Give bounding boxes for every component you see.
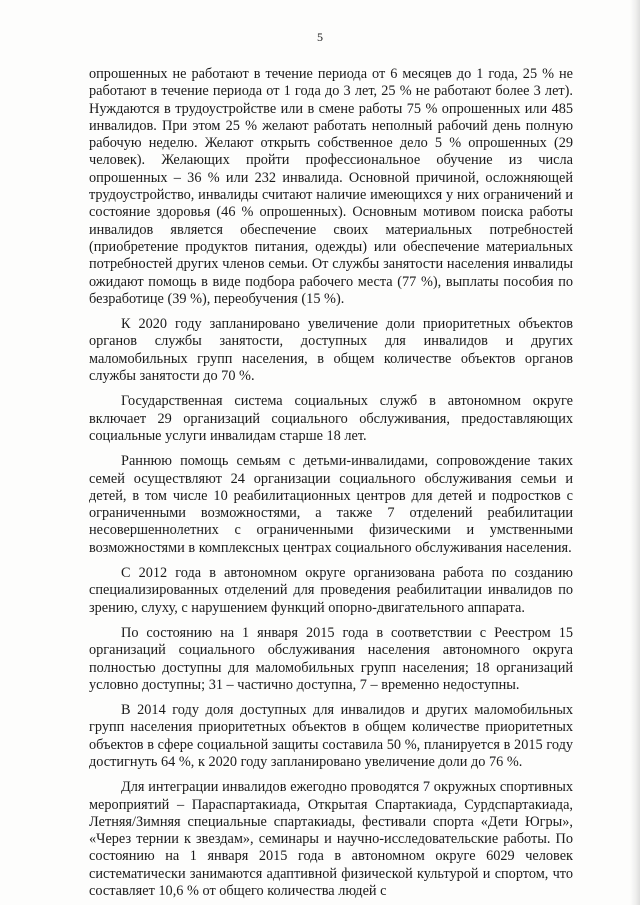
paragraph-rehab-departments: С 2012 года в автономном округе организована работа по созданию специализированных отделений для проведения реабилитации инвалидов по зрению, слуху, с нарушением функций опорно-двигательного аппарата. bbox=[89, 565, 573, 616]
paragraph-registry-status: По состоянию на 1 января 2015 года в соответствии с Реестром 15 организаций социального обслуживания населения автономного округа полностью доступны для маломобильных групп населения; 18 организаций условно доступны; 31 – частично доступна, 7 – временно недоступны. bbox=[89, 624, 573, 693]
page-number: 5 bbox=[317, 30, 323, 44]
document-body bbox=[89, 66, 573, 908]
paragraph-survey-results: опрошенных не работают в течение периода от 6 месяцев до 1 года, 25 % не работают в течение периода от 1 года до 3 лет, 25 % не работают более 3 лет). Нуждаются в трудоустройстве или в смене работы 75 % опрошенных или 485 инвалидов. При этом 25 % желают работать неполный рабочий день полную рабочую неделю. Желают открыть собственное дело 5 % опрошенных (29 человек). Желающих пройти профессиональное обучение из числа опрошенных – 36 % или 232 инвалида. Основной причиной, осложняющей трудоустройство, инвалиды считают наличие имеющихся у них ограничений и состояние здоровья (46 % опрошенных). Основным мотивом поиска работы инвалидов является обеспечение своих материальных потребностей (приобретение продуктов питания, одежды) или обеспечение материальных потребностей других членов семьи. От службы занятости населения инвалиды ожидают помощь в виде подбора рабочего места (77 %), выплаты пособия по безработице (39 %), переобучения (15 %). bbox=[89, 66, 573, 307]
paragraph-social-services: Государственная система социальных служб в автономном округе включает 29 организаций социального обслуживания, предоставляющих социальные услуги инвалидам старше 18 лет. bbox=[89, 393, 573, 444]
paragraph-accessibility-share: В 2014 году доля доступных для инвалидов и других маломобильных групп населения приоритетных объектов в общем количестве приоритетных объектов в сфере социальной защиты составила 50 %, планируется в 2015 году достигнуть 64 %, к 2020 году запланировано увеличение доли до 76 %. bbox=[89, 702, 573, 770]
paragraph-employment-objects: К 2020 году запланировано увеличение доли приоритетных объектов органов службы занятости, доступных для инвалидов и других маломобильных групп населения, в общем количестве объектов органов службы занятости до 70 %. bbox=[89, 316, 573, 385]
paragraph-early-help: Раннюю помощь семьям с детьми-инвалидами, сопровождение таких семей осуществляют 24 организации социального обслуживания семьи и детей, в том числе 10 реабилитационных центров для детей и подростков с ограниченными возможностями, а также 7 отделений реабилитации несовершеннолетних с ограниченными физическими и умственными возможностями в комплексных центрах социального обслуживания населения. bbox=[89, 453, 573, 556]
paragraph-sports-integration: Для интеграции инвалидов ежегодно проводятся 7 окружных спортивных мероприятий – Параспартакиада, Открытая Спартакиада, Сурдспартакиада, Летняя/Зимняя специальные спартакиады, фестивали спорта «Дети Югры», «Через тернии к звездам», семинары и научно-исследовательские работы. По состоянию на 1 января 2015 года в автономном округе 6029 человек систематически занимаются адаптивной физической культурой и спортом, что составляет 10,6 % от общего количества людей с bbox=[89, 779, 573, 900]
scan-edge-shadow bbox=[630, 0, 640, 905]
